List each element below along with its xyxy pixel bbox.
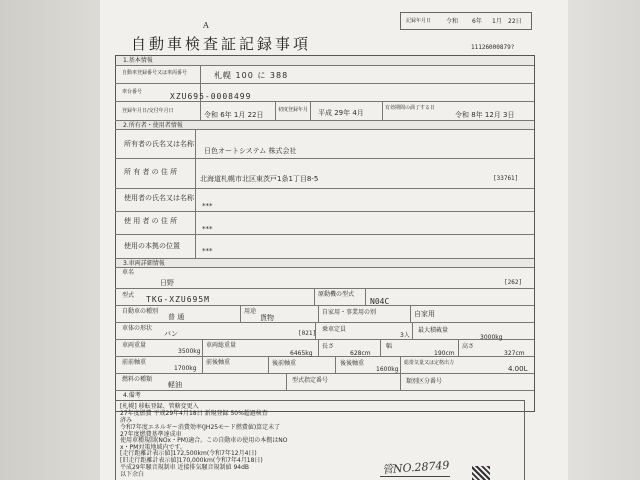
displacement-value: 4.00L bbox=[508, 365, 528, 373]
chassis-number-value: XZU695-0008499 bbox=[170, 92, 252, 101]
engine-label: 原動機の型式 bbox=[318, 291, 355, 298]
background-left bbox=[0, 0, 100, 480]
document-mark: A bbox=[203, 21, 209, 30]
rear-front-axle-label: 後前軸重 bbox=[272, 360, 297, 367]
section-basic-header bbox=[116, 56, 533, 65]
issue-date-era: 令和 bbox=[446, 18, 459, 25]
remarks-line: 令和7年度エネルギー消費効率(JH25モード燃費値)算定未了 bbox=[120, 424, 281, 431]
user-address-value: *** bbox=[202, 225, 213, 233]
vehicle-inspection-record-sheet bbox=[100, 0, 568, 480]
gross-weight-label: 車両総重量 bbox=[206, 342, 237, 349]
reg-number-label: 自動車登録番号又は車両番号 bbox=[122, 70, 188, 76]
use-label: 用途 bbox=[244, 308, 257, 315]
remarks-line: [札幌] 移転登録、管轄変更入 bbox=[120, 403, 199, 410]
document-title: 自動車検査証記録事項 bbox=[131, 35, 312, 53]
handwritten-control-number: 管NO.28749 bbox=[381, 458, 450, 477]
owner-address-value: 北海道札幌市北区東茨戸1条1丁目8-5 bbox=[200, 175, 319, 183]
body-shape-code: [021] bbox=[298, 330, 317, 337]
model-value: TKG-XZU695M bbox=[146, 295, 210, 304]
issue-date-day: 22日 bbox=[508, 18, 522, 25]
front-rear-axle-label: 前後軸重 bbox=[206, 359, 231, 366]
purpose-value: 自家用 bbox=[414, 310, 435, 318]
rear-axle-label: 後後軸重 bbox=[340, 360, 365, 367]
use-value: 貨物 bbox=[260, 314, 274, 322]
max-load-value: 3000kg bbox=[480, 334, 503, 341]
section-vehicle-title: 3.車両詳細情報 bbox=[123, 260, 165, 267]
base-location-value: *** bbox=[202, 247, 213, 255]
height-label: 高さ bbox=[462, 343, 475, 350]
length-label: 長さ bbox=[322, 343, 335, 350]
owner-name-value: 日色オートシステム 株式会社 bbox=[204, 147, 297, 155]
front-axle-value: 1700kg bbox=[174, 365, 197, 372]
displacement-label: 総排気量又は定格出力 bbox=[404, 360, 455, 366]
engine-value: N04C bbox=[370, 297, 390, 306]
section-vehicle-header bbox=[116, 259, 533, 267]
remarks-line: [走行距離計表示値]172,500km(令和7年12月4日) bbox=[120, 450, 257, 457]
section-owner-title: 2.所有者・使用者情報 bbox=[123, 122, 183, 129]
chassis-number-label: 車台番号 bbox=[122, 89, 143, 95]
section-remarks-title: 4.備考 bbox=[123, 392, 141, 399]
registration-date-value: 令和 6年 1月 22日 bbox=[204, 111, 264, 119]
first-registration-label: 初度登録年月 bbox=[278, 107, 309, 113]
owner-address-code: [33761] bbox=[493, 175, 519, 182]
document-serial: 11126000879? bbox=[471, 44, 515, 51]
fuel-label: 燃料の種類 bbox=[122, 376, 153, 383]
remarks-line: 平成29年騒音規制車 近接排気騒音規制値 94dB bbox=[120, 464, 250, 471]
weight-value: 3500kg bbox=[178, 348, 201, 355]
maker-label: 車名 bbox=[122, 269, 135, 276]
expiry-date-label: 有効期間の満了する日 bbox=[385, 105, 436, 111]
purpose-label: 自家用・事業用の別 bbox=[322, 309, 377, 316]
remarks-line: 済み bbox=[120, 417, 133, 424]
capacity-label: 乗車定員 bbox=[322, 326, 347, 333]
user-name-value: *** bbox=[202, 202, 213, 210]
expiry-date-value: 令和 8年 12月 3日 bbox=[455, 111, 515, 119]
body-shape-label: 車体の形状 bbox=[122, 325, 153, 332]
user-name-label: 使用者の氏名又は名称 bbox=[124, 194, 194, 202]
registration-date-label: 登録年月日/交付年月日 bbox=[122, 108, 174, 114]
qr-code-stamp bbox=[472, 466, 490, 480]
category-number-label: 類別区分番号 bbox=[406, 378, 443, 385]
remarks-line: 27年度燃費基準達成車 bbox=[120, 431, 182, 438]
kind-value: 普 通 bbox=[168, 313, 185, 321]
owner-name-label: 所有者の氏名又は名称 bbox=[124, 140, 194, 148]
gross-weight-value: 6465kg bbox=[290, 350, 313, 357]
length-value: 628cm bbox=[350, 350, 371, 357]
height-value: 327cm bbox=[504, 350, 525, 357]
maker-code: [262] bbox=[504, 279, 523, 286]
body-shape-value: バン bbox=[164, 330, 178, 338]
section-basic-title: 1.基本情報 bbox=[123, 57, 153, 64]
fuel-value: 軽油 bbox=[168, 381, 182, 389]
issue-date-label: 記録年月日 bbox=[406, 18, 432, 24]
issue-date-month: 1月 bbox=[492, 18, 502, 25]
width-label: 幅 bbox=[386, 343, 393, 350]
background-right bbox=[568, 0, 640, 480]
remarks-line: 使用車種規制(NOx・PM)適合。この自動車の使用の本拠はNO bbox=[120, 437, 288, 444]
remarks-line: x・PM対策地域内です。 bbox=[120, 444, 186, 451]
kind-label: 自動車の種別 bbox=[122, 308, 159, 315]
rear-axle-value: 1600kg bbox=[376, 366, 399, 373]
max-load-label: 最大積載量 bbox=[418, 327, 449, 334]
first-registration-value: 平成 29年 4月 bbox=[318, 109, 364, 117]
weight-label: 車両重量 bbox=[122, 342, 147, 349]
remarks-line: [旧走行距離計表示値]170,000km(令和7年4月18日) bbox=[120, 457, 263, 464]
reg-number-value: 札幌 100 に 388 bbox=[214, 71, 289, 80]
maker-value: 日野 bbox=[160, 279, 174, 287]
remarks-line: 27年度燃費 平成29年4月18日 新規登録 50%超過検査 bbox=[120, 410, 268, 417]
capacity-value: 3人 bbox=[400, 332, 410, 339]
user-address-label: 使 用 者 の 住 所 bbox=[124, 217, 178, 225]
model-label: 型式 bbox=[122, 292, 135, 299]
type-number-label: 型式指定番号 bbox=[292, 377, 329, 384]
width-value: 190cm bbox=[434, 350, 455, 357]
base-location-label: 使用の本拠の位置 bbox=[124, 242, 180, 250]
front-axle-label: 前前軸重 bbox=[122, 359, 147, 366]
issue-date-year: 6年 bbox=[472, 18, 482, 25]
owner-address-label: 所 有 者 の 住 所 bbox=[124, 168, 178, 176]
remarks-line: 以下余白 bbox=[120, 471, 145, 478]
